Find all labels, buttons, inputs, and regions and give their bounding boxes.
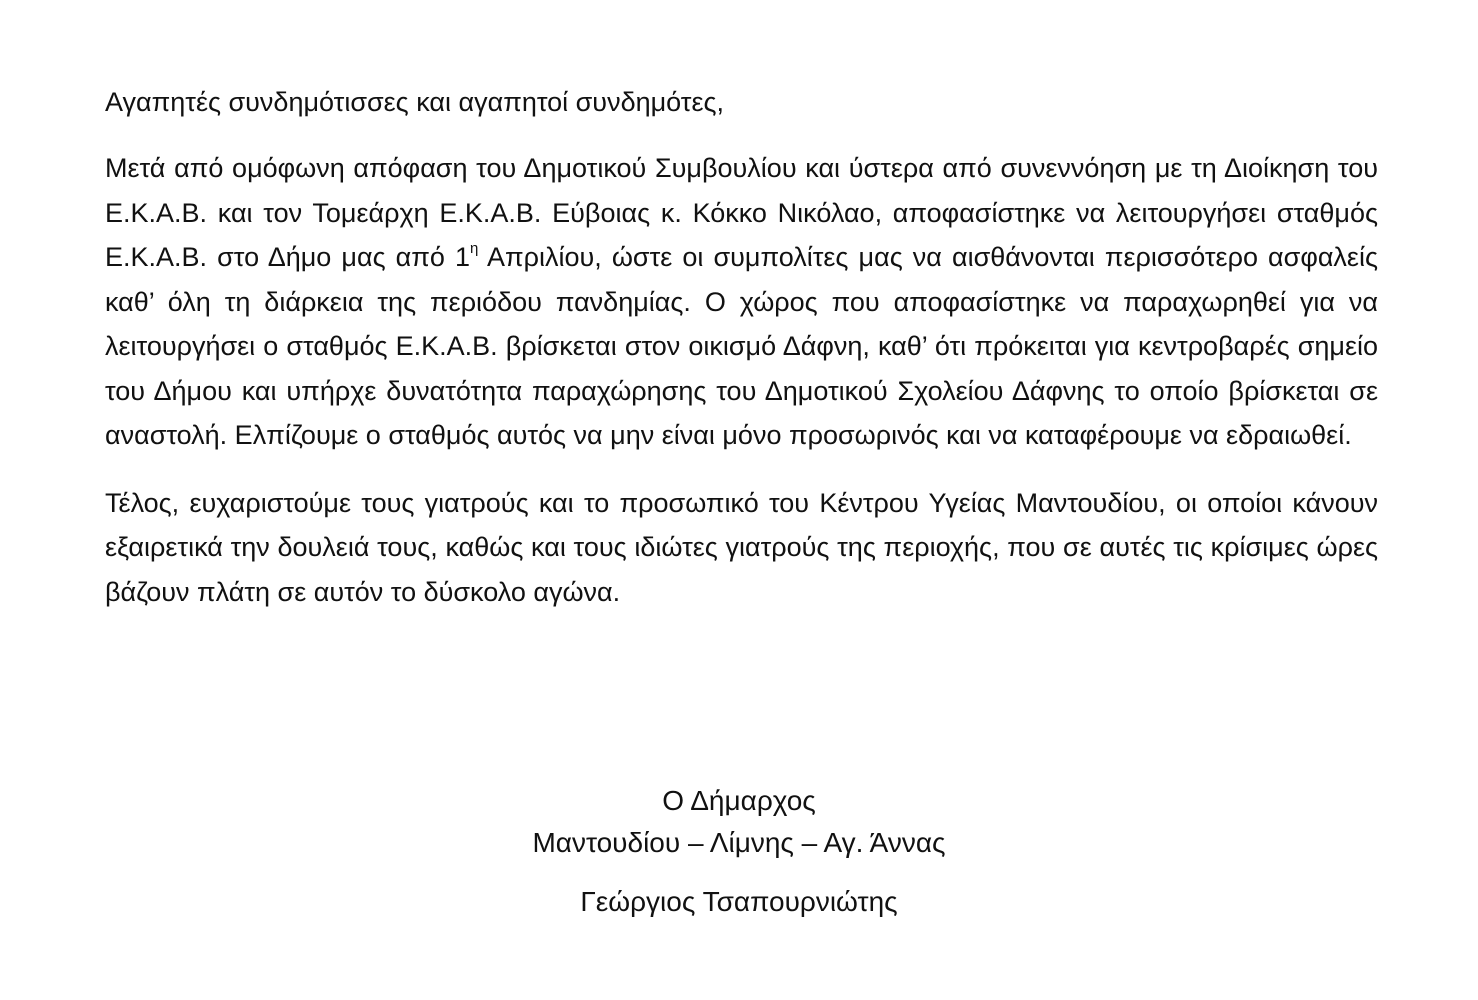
- signature-block: [0, 780, 1478, 923]
- signature-municipality: Μαντουδίου – Λίμνης – Αγ. Άννας: [532, 827, 946, 858]
- greeting: Αγαπητές συνδημότισσες και αγαπητοί συνδημότες,: [105, 87, 725, 117]
- ordinal-superscript: η: [470, 240, 479, 257]
- signature-title: Ο Δήμαρχος: [662, 785, 816, 816]
- paragraph-ekav-text-end: Απριλίου, ώστε οι συμπολίτες μας να αισθάνονται περισσότερο ασφαλείς καθ’ όλη τη διάρκεια της περιόδου πανδημίας. Ο χώρος που αποφασίστηκε να παραχωρηθεί για να λειτουργήσει ο σταθμός Ε.Κ.Α.Β. βρίσκεται στον οικισμό Δάφνη, καθ’ ότι πρόκειται για κεντροβαρές σημείο του Δήμου και υπήρχε δυνατότητα παραχώρησης του Δημοτικού Σχολείου Δάφνης το οποίο βρίσκεται σε αναστολή. Ελπίζουμε ο σταθμός αυτός να μην είναι μόνο προσωρινός και να καταφέρουμε να εδραιωθεί.: [105, 242, 1378, 450]
- paragraph-thanks: Τέλος, ευχαριστούμε τους γιατρούς και το προσωπικό του Κέντρου Υγείας Μαντουδίου, οι οποίοι κάνουν εξαιρετικά την δουλειά τους, καθώς και τους ιδιώτες γιατρούς της περιοχής, που σε αυτές τις κρίσιμες ώρες βάζουν πλάτη σε αυτόν το δύσκολο αγώνα.: [105, 487, 1378, 607]
- letter-body: [105, 80, 1378, 637]
- paragraph-ekav-station: [105, 146, 1378, 458]
- signature-name: Γεώργιος Τσαπουρνιώτης: [580, 886, 898, 917]
- paragraph-ekav-text-start: Μετά από ομόφωνη απόφαση του Δημοτικού Συμβουλίου και ύστερα από συνεννόηση με τη Διοίκηση του Ε.Κ.Α.Β. και τον Τομεάρχη Ε.Κ.Α.Β. Εύβοιας κ. Κόκκο Νικόλαο, αποφασίστηκε να λειτουργήσει σταθμός Ε.Κ.Α.Β. στο Δήμο μας από 1: [105, 153, 1378, 272]
